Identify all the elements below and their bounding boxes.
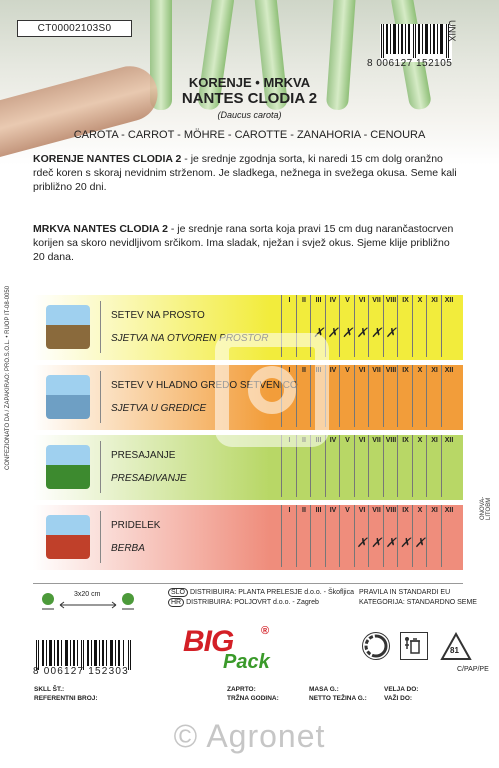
month-mark: ✗ (313, 325, 324, 340)
month-label: V (345, 367, 350, 374)
month-label: VI (358, 367, 366, 374)
side-text-right: ONOVA-LITOBM (480, 496, 492, 520)
month-mark: ✗ (371, 535, 382, 550)
month-label: XI (431, 297, 438, 304)
month-label: X (417, 437, 423, 444)
month-mark: ✗ (385, 325, 397, 340)
trzna-label: TRŽNA GODINA: (227, 695, 279, 702)
month-label: I (288, 437, 291, 444)
month-label: VIII (385, 297, 397, 304)
month-label: II (302, 437, 306, 444)
month-column (441, 435, 457, 497)
month-label: III (315, 437, 322, 444)
watermark-logo-icon (212, 330, 332, 480)
month-label: VI (358, 507, 366, 514)
month-label: VIII (385, 437, 397, 444)
distributors: SLO DISTRIBUIRA: PLANTA PRELESJE d.o.o. - Škofljica HR DISTRIBUIRA: POLJOVRT d.o.o. - Zagreb (168, 588, 354, 608)
ref-label: REFERENTNI BROJ: (34, 695, 98, 702)
top-barcode (380, 24, 452, 62)
recycle-number: 81 (450, 646, 459, 655)
bottom-barcode-number: 8 006127 152303 (33, 666, 129, 677)
activity-icon (46, 515, 90, 559)
month-label: X (417, 297, 423, 304)
month-label: V (345, 507, 350, 514)
divider (33, 583, 463, 584)
translated-names: CAROTA - CARROT - MÖHRE - CAROTTE - ZANAHORIA - CENOURA (73, 129, 426, 141)
month-label: VIII (385, 507, 397, 514)
activity-label-hr: SJETVA U GREDICE (111, 403, 207, 414)
skll-label: SKLL ŠT.: (34, 686, 65, 693)
month-label: XI (431, 367, 438, 374)
green-dot-icon (362, 632, 390, 660)
activity-icon (46, 445, 90, 489)
month-label: VIII (385, 367, 397, 374)
side-text-left: CONFEZIONATO DA / ZAPAKIRAO: PRO.S.O.L. • RUOP IT-08-0050 (5, 285, 11, 470)
month-column (441, 295, 457, 357)
spacing-label: 3x20 cm (74, 591, 101, 598)
month-mark: ✗ (342, 325, 353, 340)
month-label: IV (329, 367, 337, 374)
month-label: VII (372, 297, 381, 304)
month-mark: ✗ (327, 325, 339, 340)
month-label: III (315, 367, 322, 374)
unix-label: UNIX (447, 20, 457, 42)
month-label: IX (402, 367, 409, 374)
neto-label: NETTO TEŽINA G.: (309, 695, 367, 702)
product-name-local: KORENJE • MRKVA (188, 75, 311, 90)
velja-label: VELJA DO: (384, 686, 419, 693)
legal-info: PRAVILA IN STANDARDI EU KATEGORIJA: STANDARDNO SEME (359, 589, 477, 606)
month-label: VII (372, 367, 381, 374)
activity-label-hr: PRESAĐIVANJE (111, 473, 187, 484)
month-label: XII (444, 437, 454, 444)
month-label: IX (402, 507, 409, 514)
zaprto-label: ZAPRTO: (227, 686, 256, 693)
variety-name: NANTES CLODIA 2 (181, 90, 318, 107)
description-hr: MRKVA NANTES CLODIA 2 - je srednje rana sorta koja pravi 15 cm dug narančastocrven korijen sa skoro nevidljivom srčikom. Ima sladak, nježan i svjež okus. Sjeme klije približno 20 dana. (33, 223, 454, 263)
month-label: XII (444, 367, 454, 374)
month-label: XII (444, 507, 454, 514)
bigpack-logo: BIG ® Pack (183, 625, 270, 673)
month-label: IV (329, 437, 337, 444)
month-label: III (315, 297, 322, 304)
month-label: I (288, 367, 291, 374)
recycle-code: C/PAP/PE (457, 666, 489, 673)
masa-label: MASA G.: (309, 686, 339, 693)
month-label: V (345, 297, 350, 304)
month-mark: ✗ (356, 535, 368, 550)
month-mark: ✗ (356, 325, 368, 340)
month-label: VII (372, 437, 381, 444)
activity-label-hr: BERBA (111, 543, 145, 554)
month-label: II (302, 367, 306, 374)
vazi-label: VAŽI DO: (384, 695, 413, 702)
month-mark: ✗ (414, 535, 426, 550)
month-label: II (302, 297, 306, 304)
bin-icon (400, 632, 428, 660)
activity-label: PRESAJANJE (111, 450, 176, 461)
month-label: I (288, 297, 291, 304)
watermark: © Agronet (173, 718, 326, 754)
month-column (441, 365, 457, 427)
month-label: VI (358, 297, 366, 304)
latin-name: (Daucus carota) (217, 110, 282, 120)
top-barcode-number: 8 006127 152105 (367, 58, 453, 69)
month-label: X (417, 367, 423, 374)
month-label: I (288, 507, 291, 514)
month-label: II (302, 507, 306, 514)
month-label: X (417, 507, 423, 514)
month-label: VI (358, 437, 366, 444)
month-label: IV (329, 297, 337, 304)
month-label: IX (402, 437, 409, 444)
month-label: XI (431, 507, 438, 514)
month-label: XI (431, 437, 438, 444)
month-label: IX (402, 297, 409, 304)
product-code: CT00002103S0 (17, 20, 132, 37)
activity-label: SETEV V HLADNO GREDO SETVENICO (111, 380, 298, 391)
month-label: IV (329, 507, 337, 514)
month-mark: ✗ (371, 325, 382, 340)
activity-label: SETEV NA PROSTO (111, 310, 205, 321)
activity-icon (46, 375, 90, 419)
month-label: XII (444, 297, 454, 304)
month-mark: ✗ (385, 535, 397, 550)
month-label: V (345, 437, 350, 444)
activity-icon (46, 305, 90, 349)
calendar-row (33, 505, 463, 570)
month-mark: ✗ (400, 535, 411, 550)
month-label: VII (372, 507, 381, 514)
activity-label-hr: SJETVA NA OTVOREN PROSTOR (111, 333, 269, 344)
description-sl: KORENJE NANTES CLODIA 2 - je srednje zgodnja sorta, ki naredi 15 cm dolg oranžno rdeč koren s skoraj nevidnim strženom. Je sladkega, nežnega in svežega okusa. Seme kali približno 20 dni. (33, 153, 457, 193)
month-label: III (315, 507, 322, 514)
activity-label: PRIDELEK (111, 520, 161, 531)
month-column (441, 505, 457, 567)
